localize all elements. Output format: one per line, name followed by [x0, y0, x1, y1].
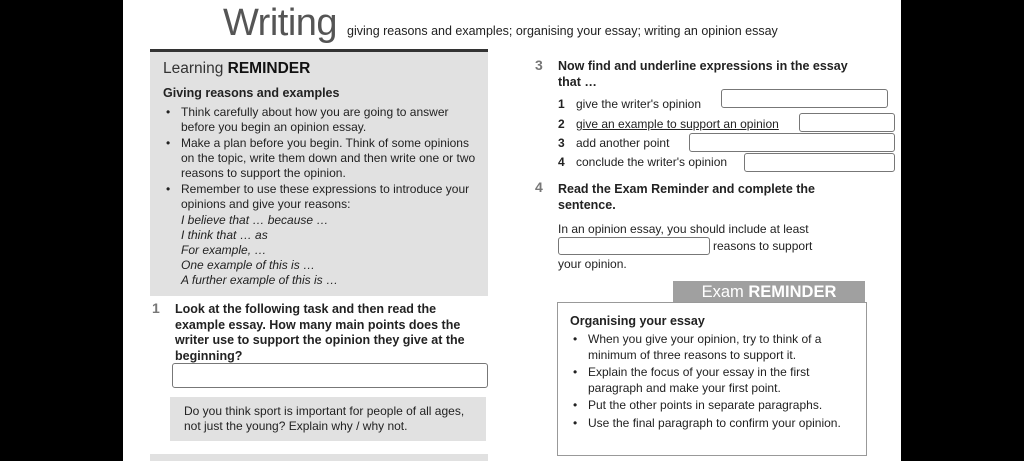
list-item: • Put the other points in separate paragraphs.: [573, 398, 823, 412]
exam-reminder-box: [557, 302, 867, 456]
q3-item-1-answer[interactable]: [721, 89, 888, 108]
q4-number: 4: [535, 179, 543, 195]
q3-text: Now find and underline expressions in the essay that …: [558, 59, 848, 89]
q4-sentence-end: your opinion.: [558, 257, 627, 271]
expression-example: One example of this is …: [181, 258, 316, 272]
learning-reminder-list: [163, 105, 483, 288]
q3-item-1: 1 give the writer's opinion: [558, 97, 702, 111]
list-item: • When you give your opinion, try to think of a minimum of three reasons to support it.: [573, 332, 822, 362]
expression-example: A further example of this is …: [181, 273, 338, 287]
task-text: Do you think sport is important for people of all ages, not just the young? Explain why / why not.: [184, 404, 465, 433]
learning-reminder-box: [150, 49, 488, 296]
workbook-page: [123, 0, 901, 461]
page-title: Writing: [223, 2, 338, 44]
q1-answer-field[interactable]: [172, 363, 488, 388]
q3-item-3-answer[interactable]: [689, 133, 895, 152]
task-box: [170, 397, 486, 441]
q4-sentence-mid: reasons to support: [713, 239, 813, 253]
list-item: • Explain the focus of your essay in the first paragraph and make your first point.: [573, 365, 810, 395]
expression-example: For example, …: [181, 243, 267, 257]
q1-number: 1: [152, 300, 160, 316]
exam-reminder-list: [570, 332, 862, 433]
q3-item-2: 2 give an example to support an opinion: [558, 117, 779, 131]
page-subtitle: giving reasons and examples; organising your essay; writing an opinion essay: [347, 24, 778, 38]
q1-text: Look at the following task and then read the example essay. How many main points does the writer use to support the opinion they give at the beginning?: [175, 302, 465, 363]
exam-reminder-title: Exam REMINDER: [673, 281, 865, 303]
q4-answer-field[interactable]: [558, 237, 710, 255]
q3-item-3: 3 add another point: [558, 136, 670, 150]
q3-item-4: 4 conclude the writer's opinion: [558, 155, 728, 169]
learning-reminder-title: Learning REMINDER: [163, 60, 311, 77]
q3-number: 3: [535, 57, 543, 73]
learning-reminder-subheading: Giving reasons and examples: [163, 86, 340, 100]
expression-example: I think that … as: [181, 228, 268, 242]
list-item: • Make a plan before you begin. Think of some opinions on the topic, write them down and then write one or two reasons to support the opinion.: [166, 136, 476, 180]
q4-text: Read the Exam Reminder and complete the sentence.: [558, 182, 816, 212]
q3-item-2-answer[interactable]: [799, 113, 895, 132]
next-box-edge: [150, 454, 488, 461]
list-item: • Remember to use these expressions to introduce your opinions and give your reasons:: [166, 182, 470, 211]
list-item: • Use the final paragraph to confirm your opinion.: [573, 415, 841, 430]
list-item: • Think carefully about how you are going to answer before you begin an opinion essay.: [166, 105, 449, 134]
expression-example: I believe that … because …: [181, 213, 329, 227]
q4-sentence-start: In an opinion essay, you should include at least: [558, 222, 809, 236]
exam-reminder-subheading: Organising your essay: [570, 314, 705, 328]
q3-item-4-answer[interactable]: [744, 153, 895, 172]
